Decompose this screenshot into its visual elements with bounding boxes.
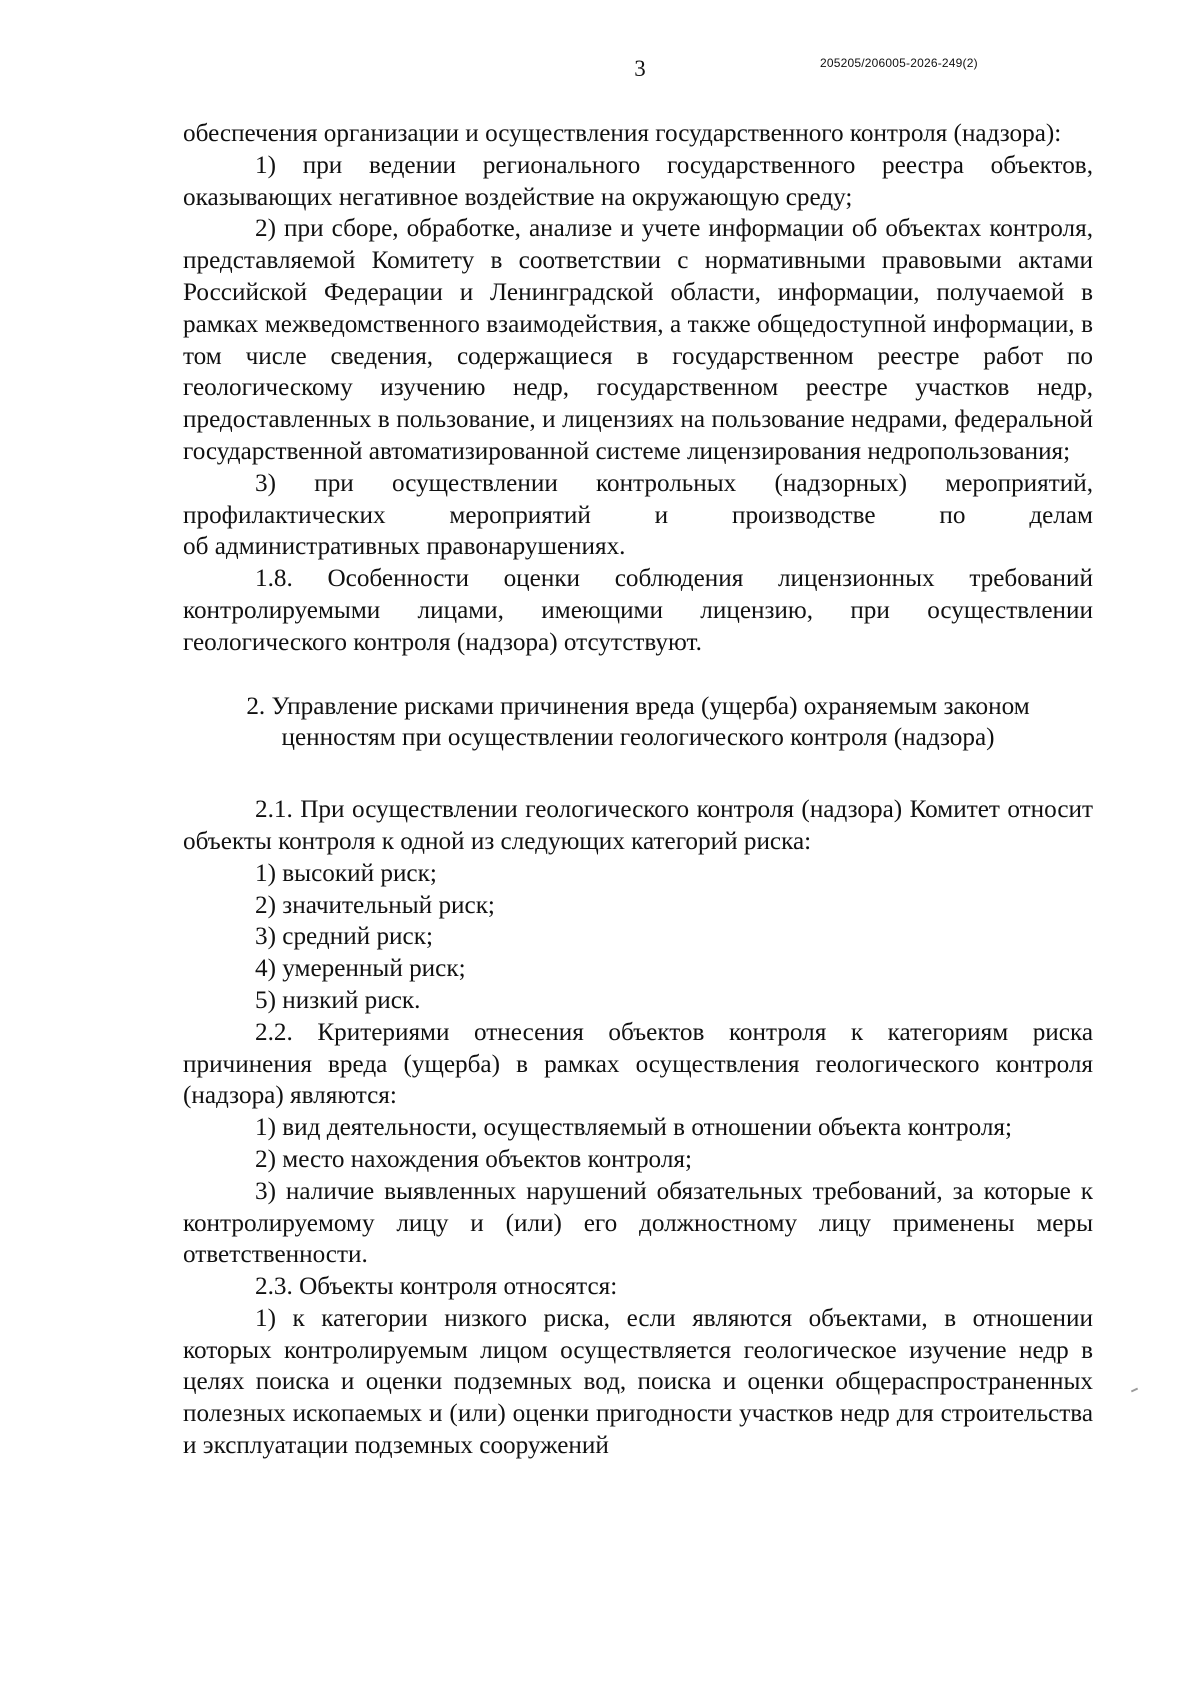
paragraph-continuation: обеспечения организации и осуществления государственного контроля (надзора):: [183, 120, 1062, 147]
list-item-information: 2) при сборе, обработке, анализе и учете информации об объектах контроля, представляемой Комитету в соответствии с нормативными правовыми актами Российской Федерации и Ленинградской области, информации, получаемой в рамках межведомственного взаимодействия, а также общедоступной информации, в том числе сведения, содержащиеся в государственном реестре работ по геологическому изучению недр, государственном реестре участков недр, предоставленных в пользование, и лицензиях на пользование недрами, федеральной государственной автоматизированной системе лицензирования недропользования;: [183, 215, 1093, 465]
criterion-location: 2) место нахождения объектов контроля;: [255, 1145, 692, 1173]
document-code: 205205/206005-2026-249(2): [820, 56, 978, 70]
paragraph-2-2: 2.2. Критериями отнесения объектов контроля к категориям риска причинения вреда (ущерба) в рамках осуществления геологического контроля (надзора) являются:: [183, 1018, 1093, 1110]
document-body: [183, 118, 1093, 1462]
criterion-activity: 1) вид деятельности, осуществляемый в отношении объекта контроля;: [255, 1114, 1013, 1142]
scan-speck: [1131, 1388, 1138, 1393]
list-item-measures-end: об административных правонарушениях.: [183, 533, 626, 561]
paragraph-2-3: 2.3. Объекты контроля относятся:: [255, 1273, 618, 1301]
risk-category-low: 5) низкий риск.: [255, 986, 421, 1014]
risk-category-high: 1) высокий риск;: [255, 859, 437, 887]
risk-category-significant: 2) значительный риск;: [255, 891, 495, 919]
risk-category-medium: 3) средний риск;: [255, 923, 433, 951]
risk-category-moderate: 4) умеренный риск;: [255, 955, 466, 983]
list-item-registry: 1) при ведении регионального государственного реестра объектов, оказывающих негативное воздействие на окружающую среду;: [183, 151, 1093, 211]
section-heading: 2. Управление рисками причинения вреда (ущерба) охраняемым законом ценностям при осуществлении геологического контроля (надзора): [246, 692, 1030, 752]
list-item-measures: 3) при осуществлении контрольных (надзорных) мероприятий, профилактических мероприятий и производстве по делам: [183, 469, 1093, 529]
paragraph-2-1: 2.1. При осуществлении геологического контроля (надзора) Комитет относит объекты контроля к одной из следующих категорий риска:: [183, 796, 1093, 855]
paragraph-1-8: 1.8. Особенности оценки соблюдения лицензионных требований контролируемыми лицами, имеющими лицензию, при осуществлении геологического контроля (надзора) отсутствуют.: [183, 565, 1093, 656]
low-risk-objects: 1) к категории низкого риска, если являются объектами, в отношении которых контролируемым лицом осуществляется геологическое изучение недр в целях поиска и оценки подземных вод, поиска и оценки общераспространенных полезных ископаемых и (или) оценки пригодности участков недр для строительства и эксплуатации подземных сооружений: [183, 1304, 1093, 1460]
criterion-violations: 3) наличие выявленных нарушений обязательных требований, за которые к контролируемому лицу и (или) его должностному лицу применены меры ответственности.: [183, 1177, 1093, 1269]
page-number: 3: [634, 56, 646, 81]
